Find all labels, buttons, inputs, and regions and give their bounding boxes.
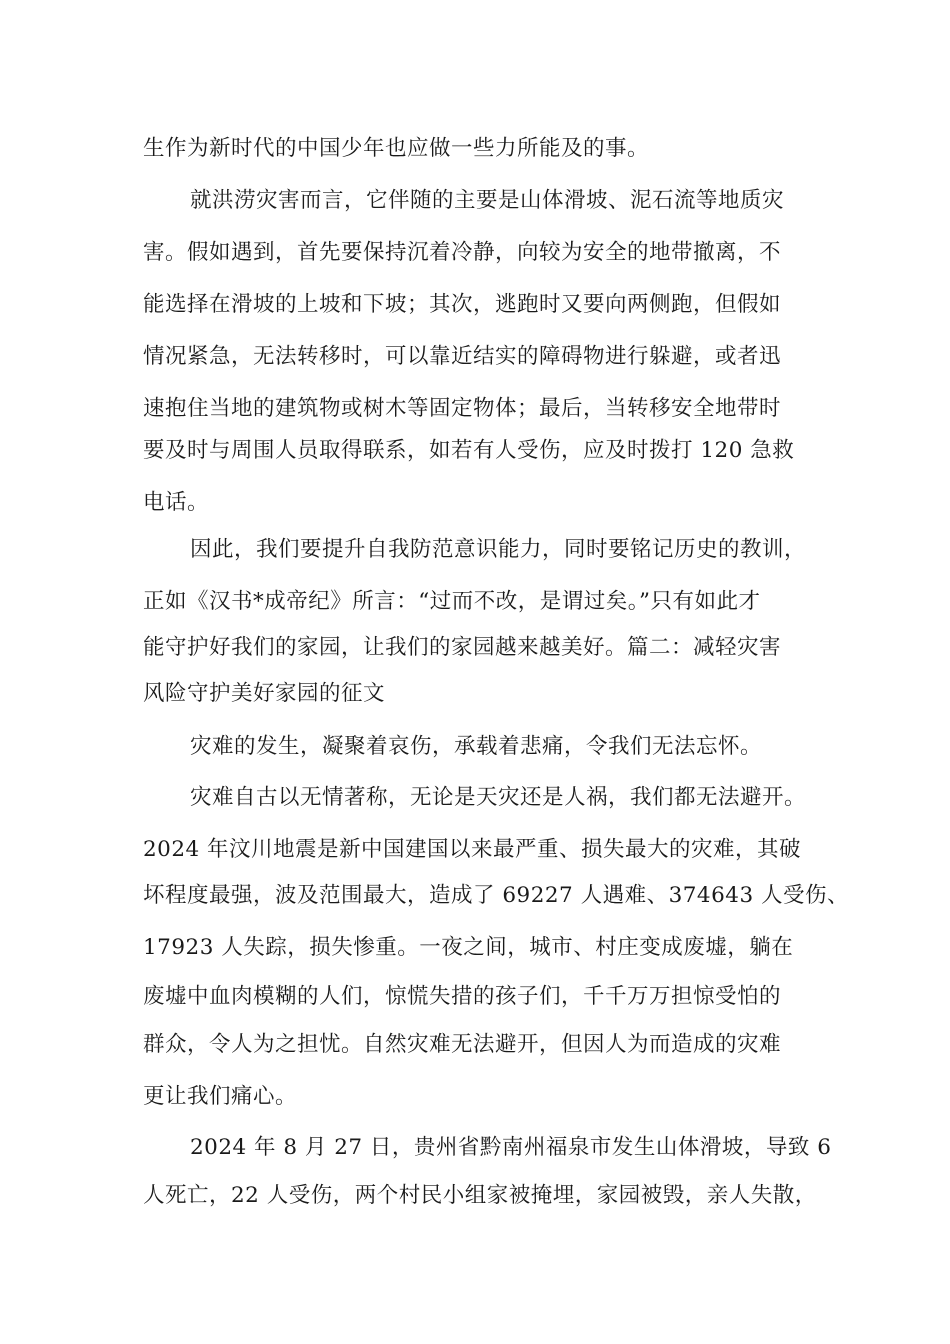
text-line: 因此，我们要提升自我防范意识能力，同时要铭记历史的教训， [190, 537, 807, 562]
text-line: 2024 年汶川地震是新中国建国以来最严重、损失最大的灾难，其破 [143, 837, 802, 862]
text-line: 情况紧急，无法转移时，可以靠近结实的障碍物进行躲避，或者迅 [143, 344, 782, 369]
text-line: 17923 人失踪，损失惨重。一夜之间，城市、村庄变成废墟，躺在 [143, 935, 794, 960]
text-line: 更让我们痛心。 [143, 1084, 298, 1109]
text-line: 废墟中血肉模糊的人们，惊慌失措的孩子们，千千万万担惊受怕的 [143, 984, 782, 1009]
text-line: 电话。 [143, 490, 210, 515]
text-line: 灾难自古以无情著称，无论是天灾还是人祸，我们都无法避开。 [190, 785, 807, 810]
text-line: 灾难的发生，凝聚着哀伤，承载着悲痛，令我们无法忘怀。 [190, 734, 763, 759]
text-line: 害。假如遇到，首先要保持沉着冷静，向较为安全的地带撤离，不 [143, 240, 782, 265]
text-line: 生作为新时代的中国少年也应做一些力所能及的事。 [143, 136, 650, 161]
text-line: 人死亡，22 人受伤，两个村民小组家被掩埋，家园被毁，亲人失散， [143, 1183, 817, 1208]
text-line: 就洪涝灾害而言，它伴随的主要是山体滑坡、泥石流等地质灾 [190, 188, 785, 213]
text-line: 速抱住当地的建筑物或树木等固定物体；最后，当转移安全地带时 [143, 396, 782, 421]
text-line: 要及时与周围人员取得联系，如若有人受伤，应及时拨打 120 急救 [143, 438, 795, 463]
text-line: 正如《汉书*成帝纪》所言：“过而不改，是谓过矣。”只有如此才 [143, 589, 761, 614]
text-line: 风险守护美好家园的征文 [143, 681, 386, 706]
text-line: 2024 年 8 月 27 日，贵州省黔南州福泉市发生山体滑坡，导致 6 [190, 1135, 832, 1160]
text-line: 坏程度最强，波及范围最大，造成了 69227 人遇难、374643 人受伤、 [143, 883, 849, 908]
text-line: 能守护好我们的家园，让我们的家园越来越美好。篇二：减轻灾害 [143, 635, 782, 660]
text-line: 能选择在滑坡的上坡和下坡；其次，逃跑时又要向两侧跑，但假如 [143, 292, 782, 317]
text-line: 群众，令人为之担忧。自然灾难无法避开，但因人为而造成的灾难 [143, 1032, 782, 1057]
